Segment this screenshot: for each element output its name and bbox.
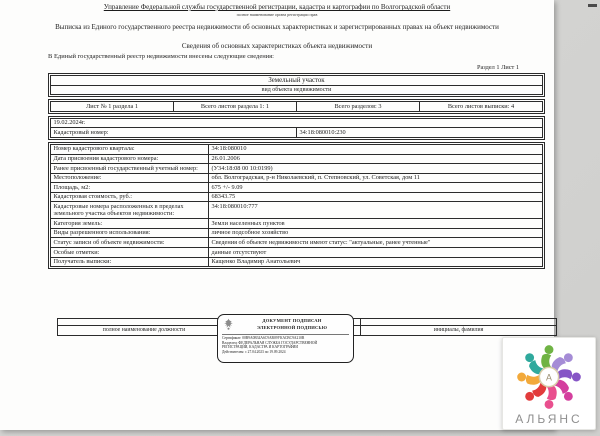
sheet-cell: Всего листов раздела 1: 1 [174,102,297,112]
property-label: Виды разрешенного использования: [51,228,209,238]
property-row [51,228,543,238]
property-label: Статус записи об объекте недвижимости: [51,238,209,248]
property-value: 34:18:080010 [209,144,543,154]
sheet-counters-row [51,102,543,112]
property-label: Местоположение: [51,173,209,183]
property-value: данные отсутствуют [209,248,543,258]
property-label: Особые отметки: [51,248,209,258]
sheet-counters-table [48,99,545,114]
property-value: 675 +/- 9.09 [209,183,543,193]
property-row [51,183,543,193]
sheet-cell: Всего разделов: 3 [297,102,420,112]
property-value: Земли населенных пунктов [209,219,543,229]
alliance-logo-icon [512,340,586,414]
property-row [51,192,543,202]
intro-line: В Единый государственный реестр недвижимости внесены следующие сведения: [48,53,274,60]
section-title: Сведения об основных характеристиках объекта недвижимости [181,42,373,50]
alliance-watermark [502,337,596,430]
property-label: Дата присвоения кадастрового номера: [51,154,209,164]
property-label: Номер кадастрового квартала: [51,144,209,154]
object-type-caption-row [51,86,543,95]
logo-center-letter: А [546,372,552,383]
stamp-owner-line2: РЕГИСТРАЦИИ, КАДАСТРА И КАРТОГРАФИИ [222,345,298,350]
extract-date: 19.02.2024г. [51,118,543,128]
property-label: Кадастровая стоимость, руб.: [51,192,209,202]
extract-date-row [51,118,543,128]
sheet-cell: Всего листов выписки: 4 [420,102,543,112]
coat-of-arms-icon [222,317,235,332]
property-row [51,164,543,174]
date-cadastral-table [48,116,545,140]
property-row [51,154,543,164]
stamp-owner-line1: Владелец: ФЕДЕРАЛЬНАЯ СЛУЖБА ГОСУДАРСТВЕННОЙ [222,340,318,345]
stamp-certificate: Сертификат: 00В9А0В34А6С9АВ09УКАСВС9А210В [222,336,305,340]
property-row [51,257,543,267]
registration-authority-name: Управление Федеральной службы государственной регистрации, кадастра и картографии по Волгоградской области [103,3,451,11]
property-row [51,144,543,154]
stamp-validity: Действителен: с 27.04.2023 по 19.09.2024 [222,350,286,355]
object-type-row [51,76,543,86]
section-sheet-label: Раздел 1 Лист 1 [476,64,519,71]
property-row [51,219,543,229]
position-caption: полное наименование должности [58,326,231,336]
digital-signature-stamp [217,314,354,363]
object-type-caption: вид объекта недвижимости [51,86,543,95]
property-label: Кадастровые номера расположенных в пределах земельного участка объектов недвижимости: [51,202,209,219]
property-value: личное подсобное хозяйство [209,228,543,238]
signature-block [57,314,556,366]
initials-caption: инициалы, фамилия [361,326,557,336]
property-label: Кадастровый номер: [51,128,297,138]
property-value: 34:18:080010:777 [209,202,543,219]
property-row [51,128,543,138]
property-value: Кащенко Владимир Анатольевич [209,257,543,267]
object-type: Земельный участок [51,76,543,86]
property-label: Площадь, м2: [51,183,209,193]
authority-caption: полное наименование органа регистрации прав [236,12,318,17]
property-value: (У34:18:08 00 10:0199) [209,164,543,174]
property-row [51,202,543,219]
sheet-cell: Лист № 1 раздела 1 [51,102,174,112]
property-value: обл. Волгоградская, р-н Николаевский, п. Степновский, ул. Советская, дом 11 [209,173,543,183]
property-row [51,173,543,183]
property-value: 68343.75 [209,192,543,202]
stamp-line1: ДОКУМЕНТ ПОДПИСАН [262,318,322,324]
document-title: Выписка из Единого государственного реестра недвижимости об основных характеристиках и зарегистрированных правах на объект недвижимости [55,23,499,31]
property-row [51,238,543,248]
alliance-logo-text: АЛЬЯНС [515,412,583,426]
property-value: 26.01.2006 [209,154,543,164]
object-type-table [48,73,545,97]
property-label: Ранее присвоенный государственный учетный номер: [51,164,209,174]
property-row [51,248,543,258]
object-properties-table [48,142,545,269]
scan-artifact-mark [588,4,597,7]
property-label: Категория земель: [51,219,209,229]
stamp-line2: ЭЛЕКТРОННОЙ ПОДПИСЬЮ [256,324,328,330]
property-value: Сведения об объекте недвижимости имеют статус: "актуальные, ранее учтенные" [209,238,543,248]
property-value: 34:18:080010:230 [297,128,543,138]
property-label: Получатель выписки: [51,257,209,267]
